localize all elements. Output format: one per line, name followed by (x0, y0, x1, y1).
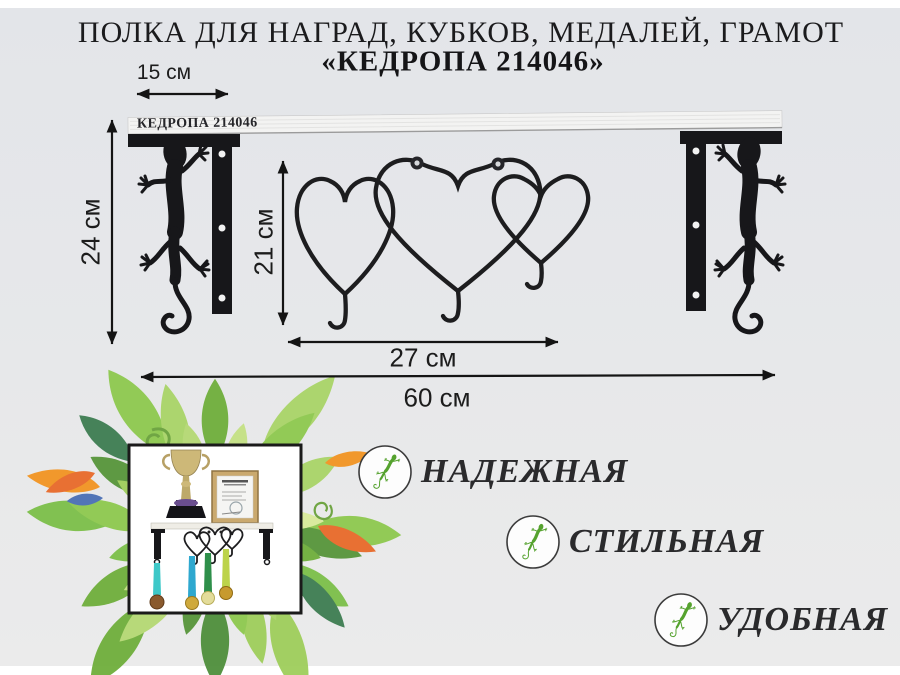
page-title: ПОЛКА ДЛЯ НАГРАД, КУБКОВ, МЕДАЛЕЙ, ГРАМОТ (77, 16, 845, 49)
feature-label-convenient: УДОБНАЯ (717, 601, 889, 638)
medal-icon (150, 595, 164, 609)
product-code: «КЕДРОПА 214046» (321, 45, 605, 78)
dimension-label-width: 60 см (403, 382, 471, 413)
certificate-icon (212, 471, 258, 523)
medal-icon (220, 587, 233, 600)
gecko-icon (715, 135, 785, 332)
feature-label-reliable: НАДЕЖНАЯ (421, 453, 629, 490)
dimension-label-hook-drop: 21 см (248, 208, 279, 276)
gecko-icon (139, 135, 209, 332)
dimension-arrow-width (141, 375, 775, 377)
shelf-board-label: КЕДРОПА 214046 (136, 115, 258, 132)
bracket-left (128, 134, 240, 332)
photo-inset (129, 445, 301, 613)
bracket-right (680, 131, 785, 332)
dimension-label-depth: 15 см (136, 61, 192, 84)
medal-icon (186, 597, 199, 610)
dimension-label-hook-span: 27 см (389, 342, 457, 373)
heart-hook-rack (297, 157, 588, 328)
medal-icon (202, 592, 215, 605)
feature-label-stylish: СТИЛЬНАЯ (569, 523, 765, 560)
dimension-label-height: 24 см (75, 198, 106, 266)
